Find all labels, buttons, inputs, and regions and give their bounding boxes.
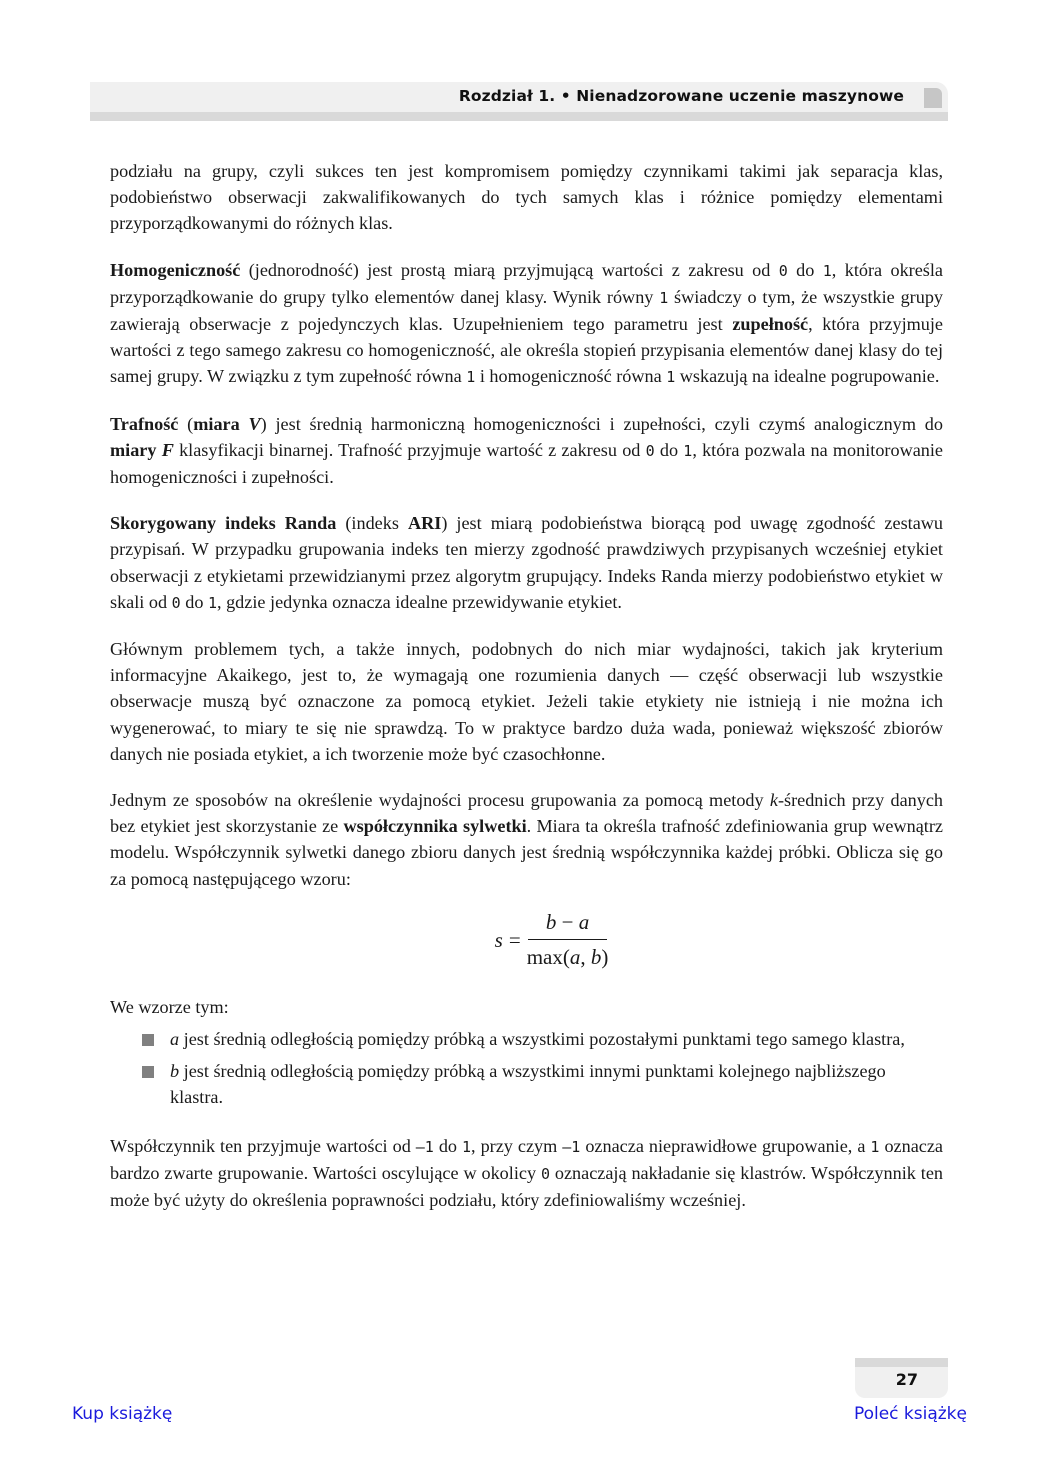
recommend-book-link[interactable]: Poleć książkę <box>853 1404 967 1424</box>
formula-fraction <box>527 909 609 970</box>
term-adjusted-rand-index: Skorygowany indeks Randa <box>110 513 337 534</box>
square-bullet-icon <box>142 1034 154 1046</box>
paragraph-problem: Głównym problemem tych, a także innych, podobnych do nich miar wydajności, takich jak kryterium informacyjne Akaikego, jest to, że wymagają one rozumienia danych — część obserwacji lub wszystkie obserwacje muszą być oznaczone za pomocą etykiet. Jeżeli takie etykiety nie istnieją i nie można ich wygenerować, to miary te się nie sprawdzą. To w praktyce bardzo duża wada, ponieważ większość zbiorów danych nie posiada etykiet, a ich tworzenie może być czasochłonne. <box>110 639 943 764</box>
paragraph-where: We wzorze tym: <box>110 996 229 1017</box>
list-item: b jest średnią odległością pomiędzy próbką a wszystkimi innymi punktami kolejnego najbliższego klastra. <box>138 1058 943 1110</box>
page-number: 27 <box>895 1370 918 1389</box>
header-rule-bar <box>90 112 948 121</box>
term-ari: ARI <box>407 513 442 534</box>
formula-denominator: max(a, b) <box>526 945 609 970</box>
list-item: a jest średnią odległością pomiędzy próbką a wszystkimi pozostałymi punktami tego samego klastra, <box>138 1026 943 1052</box>
silhouette-formula: s = $\frac{b - a}{\max(a, b)}$ <box>494 910 609 970</box>
term-homogeneity: Homogeniczność <box>110 259 241 280</box>
term-silhouette-coefficient: współczynnika sylwetki <box>343 816 527 837</box>
chapter-title: Rozdział 1. • Nienadzorowane uczenie maszynowe <box>458 87 904 105</box>
paragraph-intro: podziału na grupy, czyli sukces ten jest kompromisem pomiędzy czynnikami takimi jak separacja klas, podobieństwo obserwacji zakwalifikowanych do tych samych klas i różnice pomiędzy elementami przyporządkowanymi do różnych klas. <box>110 161 943 234</box>
paragraph-ari: Skorygowany indeks Randa (indeks ARI) jest miarą podobieństwa biorącą pod uwagę zgodność zestawu przypisań. W przypadku grupowania indeks ten mierzy zgodność prawdziwych przypisanych wcześniej etykiet obserwacji z etykietami przewidzianymi przez algorytm grupujący. Indeks Randa mierzy podobieństwo etykiet w skali od 0 do 1, gdzie jedynka oznacza idealne przewidywanie etykiet. <box>110 513 943 612</box>
paragraph-range: Współczynnik ten przyjmuje wartości od –1 do 1, przy czym –1 oznacza nieprawidłowe grupowanie, a 1 oznacza bardzo zwarte grupowanie. Wartości oscylujące w okolicy 0 oznaczają nakładanie się klastrów. Współczynnik ten może być użyty do określenia poprawności podziału, który zdefiniowaliśmy wcześniej. <box>110 1135 943 1211</box>
term-v-measure: miara V <box>193 413 261 434</box>
paragraph-v-measure: Trafność (miara V) jest średnią harmoniczną homogeniczności i zupełności, czyli czymś analogicznym do miary F klasyfikacji binarnej. Trafność przyjmuje wartość z zakresu od 0 do 1, która pozwala na monitorowanie homogeniczności i zupełności. <box>110 413 943 488</box>
paragraph-silhouette: Jednym ze sposobów na określenie wydajności procesu grupowania za pomocą metody k-średnich przy danych bez etykiet jest skorzystanie ze współczynnika sylwetki. Miara ta określa trafność zdefiniowania grup wewnątrz modelu. Współczynnik sylwetki danego zbioru danych jest średnią współczynnika każdej próbki. Oblicza się go za pomocą następującego wzoru: <box>110 790 943 889</box>
page-body <box>110 158 943 1233</box>
paragraph-homogeneity: Homogeniczność (jednorodność) jest prostą miarą przyjmującą wartości z zakresu od 0 do 1, która określa przyporządkowanie do grupy tylko elementów danej klasy. Wynik równy 1 świadczy o tym, że wszystkie grupy zawierają obserwacje z pojedynczych klas. Uzupełnieniem tego parametru jest zupełność, która przyjmuje wartości z tego samego zakresu co homogeniczność, ale określa stopień przypisania elementów danej klasy do tej samej grupy. W związku z tym zupełność równa 1 i homogeniczność równa 1 wskazują na idealne pogrupowanie. <box>110 259 944 387</box>
running-header <box>90 82 948 121</box>
term-completeness: zupełność <box>732 314 809 335</box>
variable-definitions-list <box>110 1026 943 1111</box>
formula-numerator: b − a <box>528 909 607 940</box>
term-accuracy: Trafność <box>110 413 179 434</box>
page-number-box <box>855 1358 948 1398</box>
square-bullet-icon <box>142 1066 154 1078</box>
buy-book-link[interactable]: Kup książkę <box>72 1404 173 1424</box>
term-f-measure: miary F <box>110 439 174 460</box>
header-tab-decoration <box>924 88 942 108</box>
page-number-rule-bar <box>855 1358 948 1367</box>
